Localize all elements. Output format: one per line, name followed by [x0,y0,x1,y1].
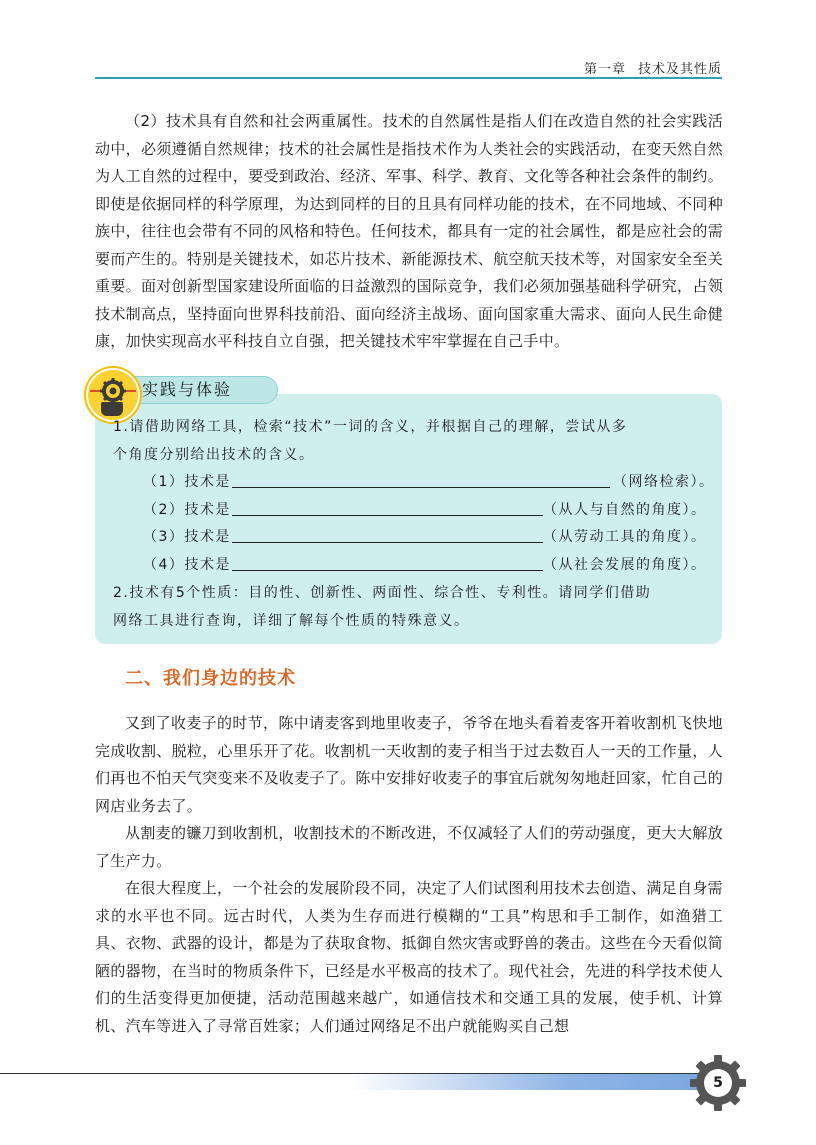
fill-in-note: （从社会发展的角度）。 [543,557,707,573]
footer-band [350,1074,710,1090]
section-heading: 二、我们身边的技术 [125,668,296,689]
question-2-line-1: 2.技术有5个性质：目的性、创新性、两面性、综合性、专利性。请同学们借助 [113,585,652,601]
fill-in-item [143,524,713,550]
fill-in-label: （4）技术是 [143,557,231,573]
fill-in-label: （3）技术是 [143,529,231,545]
practice-title: 实践与体验 [142,380,233,399]
header-rule [95,77,722,79]
fill-in-label: （2）技术是 [143,502,231,518]
question-2-line-2: 网络工具进行查询，详细了解每个性质的特殊意义。 [113,613,470,629]
page-header [0,0,816,80]
answer-blank[interactable] [232,542,543,543]
question-1-line-2: 个角度分别给出技术的含义。 [113,447,315,463]
chapter-title: 技术及其性质 [637,62,722,77]
fill-in-note: （从人与自然的角度）。 [543,502,707,518]
running-header [584,58,722,77]
fill-in-item [143,552,713,578]
fill-in-note: （网络检索）。 [613,474,715,490]
body-paragraph: （2）技术具有自然和社会两重属性。技术的自然属性是指人们在改造自然的社会实践活动中，必须遵循自然规律；技术的社会属性是指技术作为人类社会的实践活动，在变天然自然为人工自然的过程中，要受到政治、经济、军事、科学、教育、文化等各种社会条件的制约。即使是依据同样的科学原理，为达到同样的目的且具有同样功能的技术，在不同地域、不同种族中，往往也会带有不同的风格和特色。任何技术，都具有一定的社会属性，都是应社会的需要而产生的。特别是关键技术，如芯片技术、新能源技术、航空航天技术等，对国家安全至关重要。面对创新型国家建设所面临的日益激烈的国际竞争，我们必须加强基础科学研究，占领技术制高点，坚持面向世界科技前沿、面向经济主战场、面向国家重大需求、面向人民生命健康，加快实现高水平科技自立自强，把关键技术牢牢掌握在自己手中。 [95,112,723,350]
question-1-line-1: 1.请借助网络工具，检索“技术”一词的含义，并根据自己的理解，尝试从多 [113,419,628,435]
fill-in-item [143,469,713,495]
fill-in-item [143,497,713,523]
fill-in-note: （从劳动工具的角度）。 [543,529,707,545]
body-paragraph: 在很大程度上，一个社会的发展阶段不同，决定了人们试图利用技术去创造、满足自身需求的水平也不同。远古时代，人类为生存而进行模糊的“工具”构思和手工制作，如渔猎工具、衣物、武器的设计，都是为了获取食物、抵御自然灾害或野兽的袭击。这些在今天看似简陋的器物，在当时的物质条件下，已经是水平极高的技术了。现代社会，先进的科学技术使人们的生活变得更加便捷，活动范围越来越广，如通信技术和交通工具的发展，使手机、计算机、汽车等进入了寻常百姓家；人们通过网络足不出户就能购买自己想 [95,879,723,1035]
body-paragraph: 又到了收麦子的时节，陈中请麦客到地里收麦子，爷爷在地头看着麦客开着收割机飞快地完成收割、脱粒，心里乐开了花。收割机一天收割的麦子相当于过去数百人一天的工作量，人们再也不怕天气突变来不及收麦子了。陈中安排好收麦子的事宜后就匆匆地赶回家，忙自己的网店业务去了。 [95,714,723,815]
answer-blank[interactable] [232,487,610,488]
answer-blank[interactable] [232,570,543,571]
page-number: 5 [713,1075,723,1091]
chapter-number: 第一章 [583,62,626,77]
body-paragraph: 从割麦的镰刀到收割机，收割技术的不断改进，不仅减轻了人们的劳动强度，更大大解放了生产力。 [95,824,723,870]
fill-in-label: （1）技术是 [143,474,231,490]
answer-blank[interactable] [232,515,543,516]
